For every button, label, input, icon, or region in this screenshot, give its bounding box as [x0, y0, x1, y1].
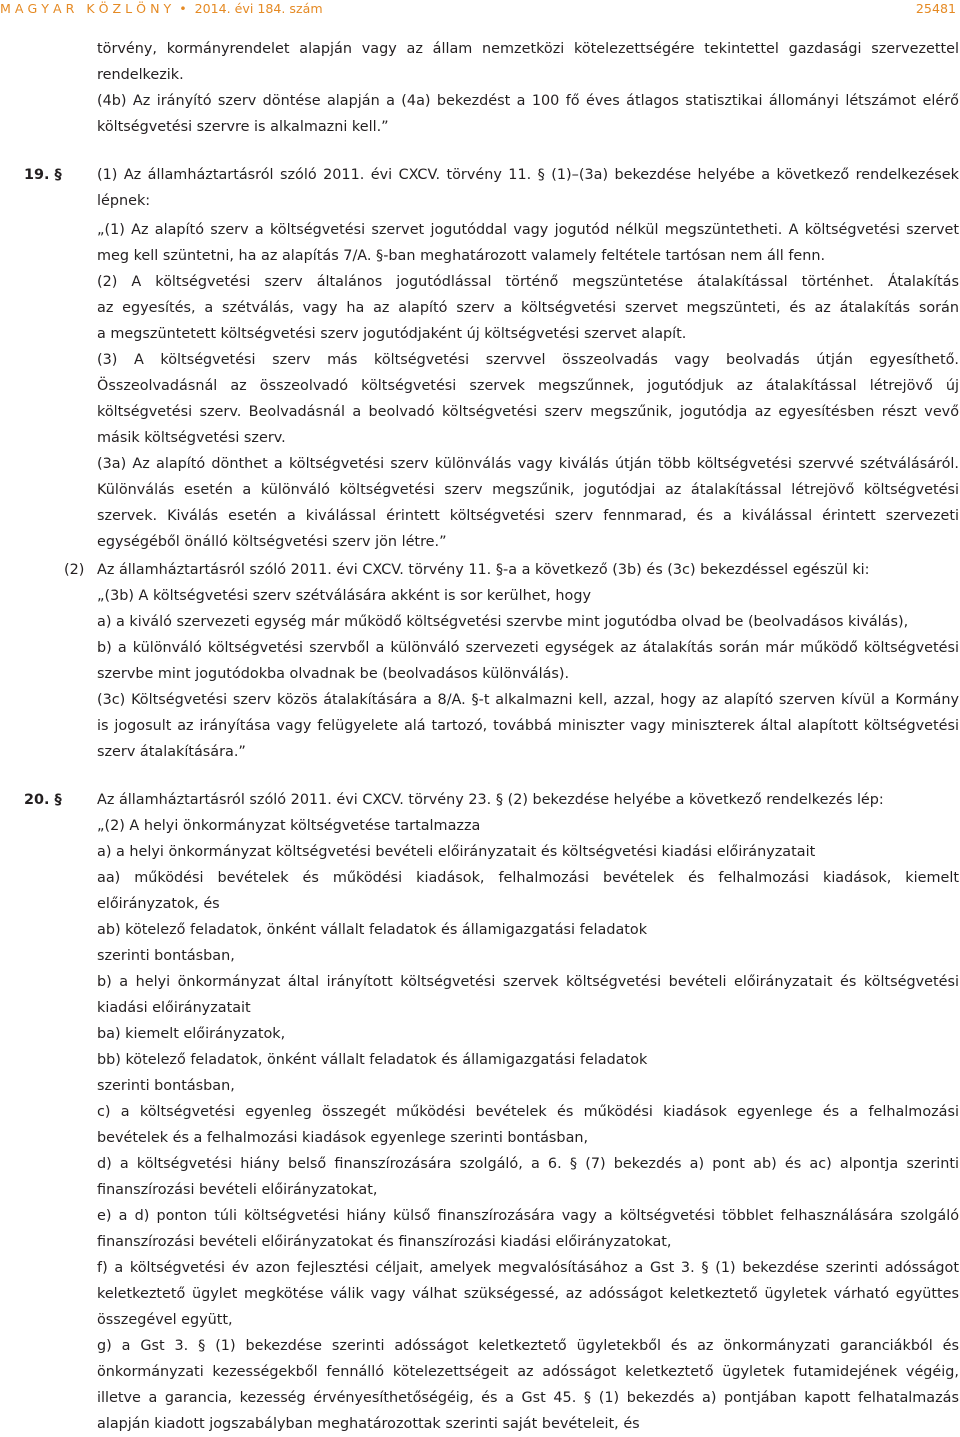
- text-line: törvény, kormányrendelet alapján vagy az állam nemzetközi kötelezettségére tekintettel gazdasági szervezettel: [97, 41, 959, 57]
- text-line: finanszírozási bevételi előirányzatokat és finanszírozási kiadási előirányzatokat,: [97, 1234, 672, 1250]
- text-line: (1) Az államháztartásról szóló 2011. évi CXCV. törvény 11. § (1)–(3a) bekezdése helyébe a következő rendelkezések: [97, 167, 959, 183]
- text-line: b) a helyi önkormányzat által irányított költségvetési szervek költségvetési bevételi előirányzatait és költségvetési: [97, 974, 959, 990]
- text-line: szerinti bontásban,: [97, 1078, 235, 1094]
- text-line: a) a kiváló szervezeti egység már működő költségvetési szervbe mint jogutódba olvad be (beolvadásos kiválás),: [97, 614, 909, 630]
- text-line: g) a Gst 3. § (1) bekezdése szerinti adósságot keletkeztető ügyletekből és az önkormányzati garanciákból és: [97, 1338, 959, 1354]
- text-line: e) a d) ponton túli költségvetési hiány külső finanszírozására vagy a költségvetési többlet felhasználására szolgáló: [97, 1208, 959, 1224]
- text-line: másik költségvetési szerv.: [97, 430, 286, 446]
- text-line: d) a költségvetési hiány belső finanszírozására szolgáló, a 6. § (7) bekezdés a) pont ab) és ac) alpontja szerinti: [97, 1156, 959, 1172]
- section-marker: 19. §: [24, 167, 62, 183]
- text-line: Összeolvadásnál az összeolvadó költségvetési szervek megszűnnek, jogutódjuk az átalakítással létrejövő új: [97, 378, 959, 394]
- text-line: ab) kötelező feladatok, önként vállalt feladatok és államigazgatási feladatok: [97, 922, 648, 938]
- text-line: illetve a garancia, kezesség érvényesíthetőségéig, és a Gst 45. § (1) bekezdés a) pontjában kapott felhatalmazás: [97, 1390, 959, 1406]
- text-line: kiadási előirányzatait: [97, 1000, 251, 1016]
- text-line: költségvetési szervre is alkalmazni kell.”: [97, 119, 389, 135]
- text-line: előirányzatok, és: [97, 896, 220, 912]
- text-line: keletkeztető ügylet megkötése válik vagy válhat szükségessé, az adósságot keletkeztető ügyletek várható együttes: [97, 1286, 959, 1302]
- text-line: egységéből önálló költségvetési szerv jön létre.”: [97, 534, 447, 550]
- text-line: a megszüntetett költségvetési szerv jogutódjaként új költségvetési szervet alapít.: [97, 326, 687, 342]
- text-line: „(1) Az alapító szerv a költségvetési szervet jogutóddal vagy jogutód nélkül megszüntetheti. A költségvetési szervet: [97, 222, 959, 238]
- text-line: „(2) A helyi önkormányzat költségvetése tartalmazza: [97, 818, 481, 834]
- text-line: (4b) Az irányító szerv döntése alapján a (4a) bekezdést a 100 fő éves átlagos statisztikai állományi létszámot elérő: [97, 93, 959, 109]
- text-line: szerv átalakítására.”: [97, 744, 246, 760]
- text-line: összegével együtt,: [97, 1312, 233, 1328]
- text-line: önkormányzati kezességekből fennálló kötelezettségeit az adósságot keletkeztető ügyletek futamidejének végéig,: [97, 1364, 959, 1380]
- text-line: szervbe mint jogutódokba olvadnak be (beolvadásos különválás).: [97, 666, 570, 682]
- text-line: (3a) Az alapító dönthet a költségvetési szerv különválás vagy kiválás útján több költségvetési szervvé szétválásáról.: [97, 456, 959, 472]
- text-line: is jogosult az irányítása vagy felügyelete alá tartozó, továbbá miniszter vagy miniszterek által alapított költségvetési: [97, 718, 959, 734]
- section-marker: 20. §: [24, 792, 62, 808]
- text-line: rendelkezik.: [97, 67, 184, 83]
- text-line: szerinti bontásban,: [97, 948, 235, 964]
- text-line: lépnek:: [97, 193, 151, 209]
- text-line: bb) kötelező feladatok, önként vállalt feladatok és államigazgatási feladatok: [97, 1052, 648, 1068]
- text-line: finanszírozási bevételi előirányzatokat,: [97, 1182, 378, 1198]
- text-line: alapján kiadott jogszabályban meghatározottak szerinti saját bevételeit, és: [97, 1416, 640, 1432]
- text-line: f) a költségvetési év azon fejlesztési céljait, amelyek megvalósításához a Gst 3. § (1) bekezdése szerinti adósságot: [97, 1260, 959, 1276]
- text-line: bevételek és a felhalmozási kiadások egyenlege szerinti bontásban,: [97, 1130, 589, 1146]
- text-line: ba) kiemelt előirányzatok,: [97, 1026, 286, 1042]
- journal-title: M A G Y A R K Ö Z L Ö N Y • 2014. évi 184. szám: [0, 1, 323, 16]
- section-marker: (2): [64, 562, 85, 578]
- text-line: b) a különváló költségvetési szervből a különváló szervezeti egységek az átalakítás során már működő költségvetési: [97, 640, 959, 656]
- text-line: meg kell szüntetni, ha az alapítás 7/A. §-ban meghatározott valamely feltétele tartósan nem áll fenn.: [97, 248, 826, 264]
- text-line: „(3b) A költségvetési szerv szétválására akként is sor kerülhet, hogy: [97, 588, 591, 604]
- text-line: szervek. Kiválás esetén a kiválással érintett költségvetési szerv fennmarad, és a kiválással érintett szervezeti: [97, 508, 959, 524]
- text-line: az egyesítés, a szétválás, vagy ha az alapító szerv a költségvetési szervet megszünteti, és az átalakítás során: [97, 300, 959, 316]
- text-line: Az államháztartásról szóló 2011. évi CXCV. törvény 11. §-a a következő (3b) és (3c) bekezdéssel egészül ki:: [97, 562, 870, 578]
- text-line: c) a költségvetési egyenleg összegét működési bevételek és működési kiadások egyenlege és a felhalmozási: [97, 1104, 959, 1120]
- text-line: (2) A költségvetési szerv általános jogutódlással történő megszüntetése átalakítással történhet. Átalakítás: [97, 274, 959, 290]
- text-line: Különválás esetén a különváló költségvetési szerv megszűnik, jogutódjai az átalakítással létrejövő költségvetési: [97, 482, 959, 498]
- text-line: (3c) Költségvetési szerv közös átalakítására a 8/A. §-t alkalmazni kell, azzal, hogy az alapító szerven kívül a Kormány: [97, 692, 959, 708]
- text-line: költségvetési szerv. Beolvadásnál a beolvadó költségvetési szerv megszűnik, jogutódja az egyesítésben részt vevő: [97, 404, 959, 420]
- running-header: [0, 0, 960, 24]
- text-line: aa) működési bevételek és működési kiadások, felhalmozási bevételek és felhalmozási kiadások, kiemelt: [97, 870, 959, 886]
- text-line: (3) A költségvetési szerv más költségvetési szervvel összeolvadás vagy beolvadás útján egyesíthető.: [97, 352, 959, 368]
- text-line: a) a helyi önkormányzat költségvetési bevételi előirányzatait és költségvetési kiadási előirányzatait: [97, 844, 816, 860]
- text-line: Az államháztartásról szóló 2011. évi CXCV. törvény 23. § (2) bekezdése helyébe a következő rendelkezés lép:: [97, 792, 884, 808]
- page-number: 25481: [915, 1, 956, 16]
